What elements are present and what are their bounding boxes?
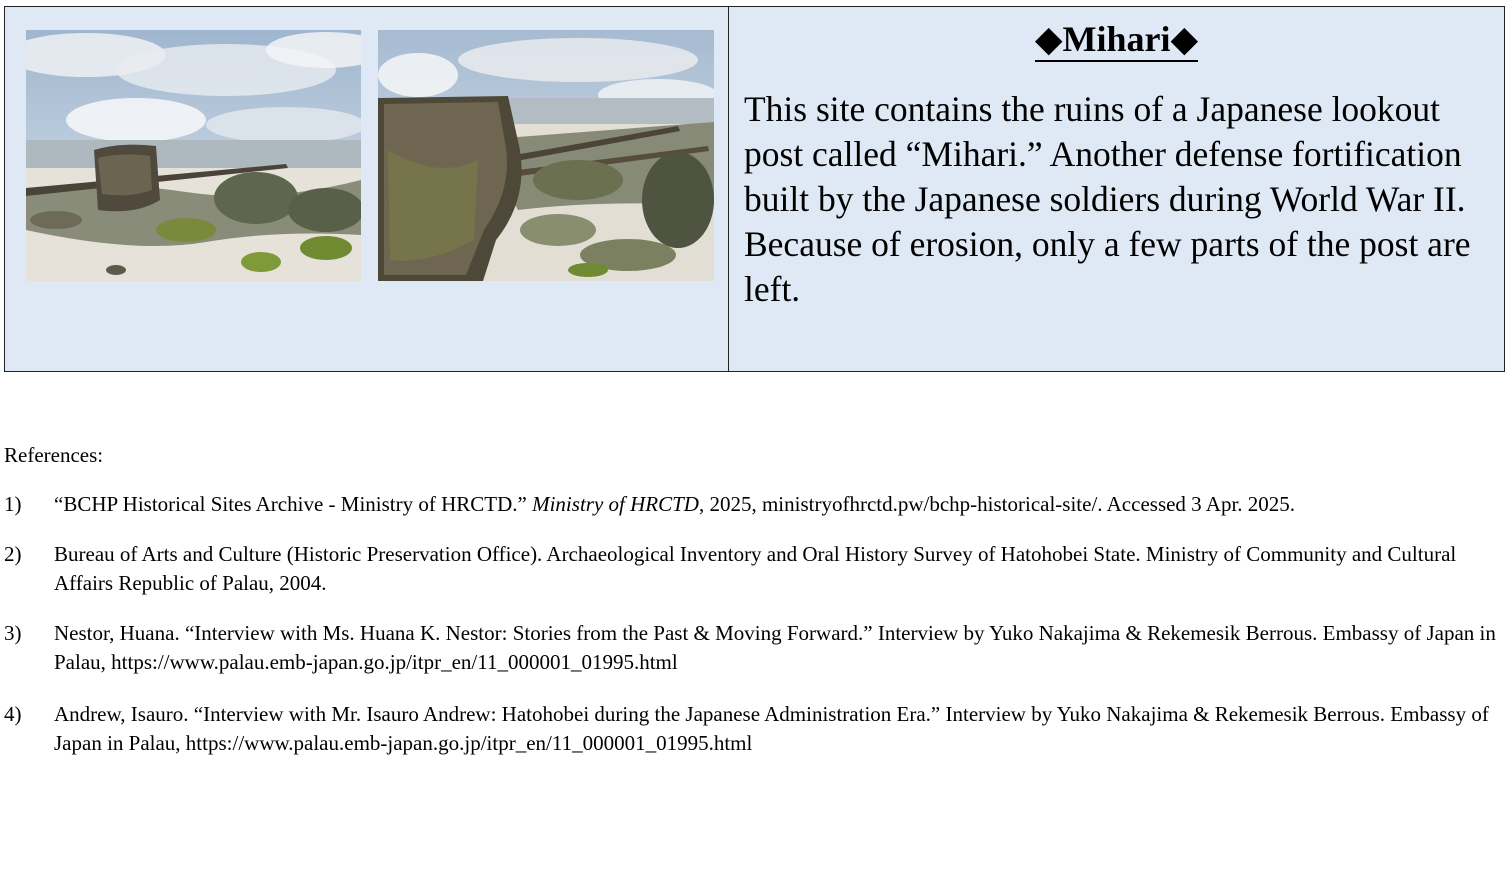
reference-text: Andrew, Isauro. “Interview with Mr. Isauro Andrew: Hatohobei during the Japanese Administration Era.” Interview by Yuko Nakajima & Rekemesik Berrous. Embassy of Japan in Palau, https://www.palau.emb-japan.go.jp/itpr_en/11_000001_01995.html bbox=[54, 702, 1489, 755]
site-title bbox=[729, 19, 1504, 59]
reference-item bbox=[4, 490, 1504, 519]
beach-rock-photo-2 bbox=[378, 30, 714, 281]
beach-rock-photo-1 bbox=[26, 30, 361, 281]
site-photo-2 bbox=[378, 30, 714, 281]
reference-item bbox=[4, 619, 1504, 677]
reference-number: 1) bbox=[4, 492, 22, 516]
site-info-table bbox=[4, 6, 1505, 372]
reference-text bbox=[54, 490, 1504, 519]
reference-text-post: , 2025, ministryofhrctd.pw/bchp-historical-site/. Accessed 3 Apr. 2025. bbox=[698, 492, 1296, 516]
site-description: This site contains the ruins of a Japanese lookout post called “Mihari.” Another defense fortification built by the Japanese soldiers during World War II. Because of erosion, only a few parts of the post are left. bbox=[744, 89, 1471, 309]
reference-number: 3) bbox=[4, 621, 22, 645]
reference-item bbox=[4, 540, 1504, 598]
reference-text: Nestor, Huana. “Interview with Ms. Huana K. Nestor: Stories from the Past & Moving Forward.” Interview by Yuko Nakajima & Rekemesik Berrous. Embassy of Japan in Palau, https://www.palau.emb-japan.go.jp/itpr_en/11_000001_01995.html bbox=[54, 621, 1496, 674]
photo-cell bbox=[5, 7, 729, 371]
reference-text-pre: “BCHP Historical Sites Archive - Ministry of HRCTD.” bbox=[54, 492, 533, 516]
reference-number: 4) bbox=[4, 702, 22, 726]
reference-source-title: Ministry of HRCTD bbox=[532, 492, 699, 516]
site-title-text: ◆Mihari◆ bbox=[1035, 19, 1198, 62]
site-photo-1 bbox=[26, 30, 361, 281]
references-section bbox=[4, 440, 1504, 755]
reference-text: Bureau of Arts and Culture (Historic Preservation Office). Archaeological Inventory and Oral History Survey of Hatohobei State. Ministry of Community and Cultural Affairs Republic of Palau, 2004. bbox=[54, 542, 1457, 595]
description-cell bbox=[729, 7, 1504, 371]
references-heading: References: bbox=[4, 443, 104, 467]
reference-item bbox=[4, 700, 1504, 758]
reference-number: 2) bbox=[4, 542, 22, 566]
